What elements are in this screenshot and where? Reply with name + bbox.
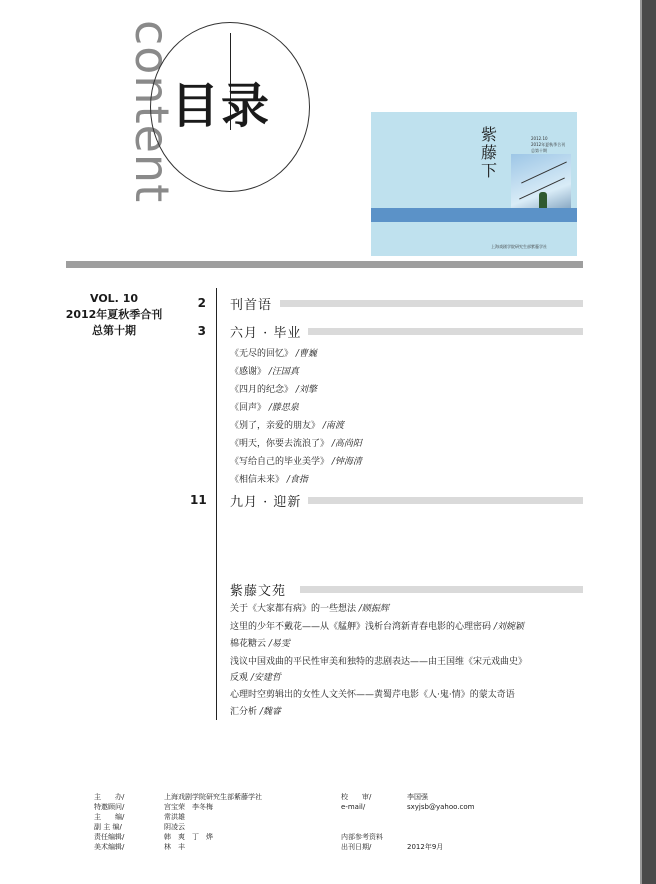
article-item[interactable]: 《写给自己的毕业美学》 /钟海清 [230, 457, 362, 467]
page-number: 11 [190, 493, 207, 507]
issue-season: 2012年夏秋季合刊 [65, 308, 163, 321]
cover-footer: 上海戏剧学院研究生部紫藤学社 [491, 244, 547, 249]
article-item[interactable]: 心理时空剪辑出的女性人文关怀——黄蜀芹电影《人·鬼·情》的蒙太奇语 [230, 690, 515, 700]
cover-meta: 2012.10 2012年夏秋季合刊 总第十期 [531, 136, 566, 153]
section-title-wenyuan[interactable]: 紫藤文苑 [230, 584, 287, 599]
article-item[interactable]: 《无尽的回忆》 /曹巍 [230, 349, 317, 359]
credits-right: 校 审/ 李国强 e-mail/ sxyjsb@yahoo.com 内部参考资料 出刊日期/ 2012年9月 [341, 793, 475, 851]
section-bar [308, 328, 583, 335]
issue-vol: VOL. 10 [90, 292, 138, 305]
toc-vertical-rule [216, 288, 217, 720]
section-title-preface[interactable]: 刊首语 [230, 298, 273, 313]
article-item[interactable]: 棉花糖云 /易雯 [230, 639, 290, 649]
article-item[interactable]: 《别了，亲爱的朋友》 /南渡 [230, 421, 344, 431]
content-deco-word: content [125, 20, 179, 204]
right-edge-bar [640, 0, 656, 884]
article-item[interactable]: 这里的少年不戴花——从《艋舺》浅析台湾新青春电影的心理密码 /刘婉颖 [230, 622, 524, 632]
page-number: 3 [197, 324, 206, 338]
cover-stripe [371, 208, 577, 222]
credits-left: 主 办/ 上海戏剧学院研究生部紫藤学社 特邀顾问/ 宫宝荣 李冬梅 主 编/ 常洪雄 副 主 编/ 阴凌云 责任编辑/ 韩 爽 丁 烨 美术编辑/ 林 丰 [94, 793, 262, 851]
email-link[interactable]: sxyjsb@yahoo.com [407, 803, 475, 811]
article-item[interactable]: 《四月的纪念》 /刘擎 [230, 385, 317, 395]
page-number: 2 [197, 296, 206, 310]
issue-info [60, 291, 168, 339]
section-title-september[interactable]: 九月 · 迎新 [230, 495, 302, 510]
article-item-continued[interactable]: 汇分析 /魏睿 [230, 707, 281, 717]
article-item[interactable]: 《回声》 /滕思泉 [230, 403, 299, 413]
section-bar [308, 497, 583, 504]
article-item[interactable]: 浅议中国戏曲的平民性审美和独特的悲剧表达——由王国维《宋元戏曲史》 [230, 657, 528, 667]
section-bar [300, 586, 583, 593]
article-item[interactable]: 《明天，你要去流浪了》 /高尚阳 [230, 439, 362, 449]
section-title-june[interactable]: 六月 · 毕业 [230, 326, 302, 341]
issue-total: 总第十期 [92, 324, 136, 337]
article-item[interactable]: 关于《大家都有病》的一些想法 /顾振辉 [230, 604, 389, 614]
article-item[interactable]: 《感谢》 /汪国真 [230, 367, 299, 377]
header-rule [66, 261, 583, 268]
article-item[interactable]: 《相信未来》 /食指 [230, 475, 308, 485]
section-bar [280, 300, 583, 307]
page-title: 目录 [171, 78, 272, 134]
cover-thumbnail [371, 112, 577, 256]
cover-title: 紫藤下 [481, 125, 498, 180]
article-item-continued[interactable]: 反观 /安建哲 [230, 673, 281, 683]
